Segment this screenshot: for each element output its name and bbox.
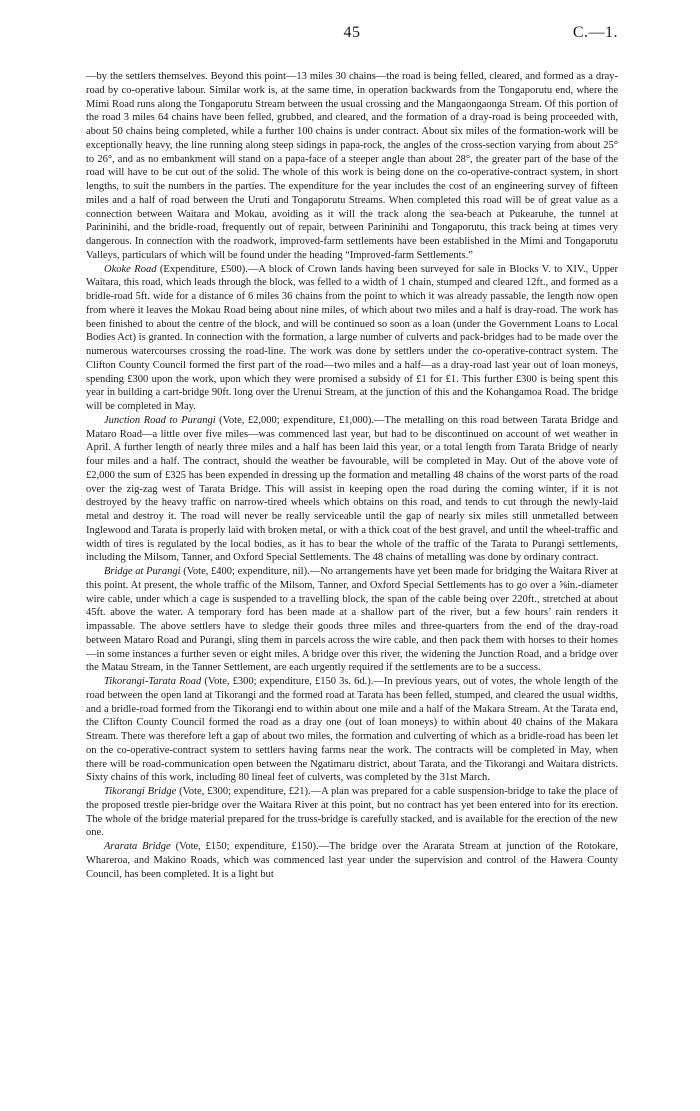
page-number: 45 [343,24,361,41]
paragraph-bridge-purangi [86,565,618,675]
paragraph-mimi-road [86,70,618,263]
paragraph-text: —by the settlers themselves. Beyond this point—13 miles 30 chains—the road is being felled, cleared, and formed as a dray-road by co-operative labour. Similar work is, at the same time, in operation backwards from the Tongaporutu end, where the Mimi Road runs along the Tongaporutu Stream between the usual crossing and the Mangaongaonga Stream. Of this portion of the road 3 miles 64 chains have been felled, grubbed, and cleared, and the formation of a dray-road is being proceeded with, about 50 chains being completed, while a further 100 chains is under contract. About six miles of the formation-work will be exceptionally heavy, the line running along steep sidings in papa-rock, the angles of the cross-section varying from about 25° to 26°, and as no embankment will stand on a papa-face of a steeper angle than about 28°, the greater part of the base of the road will have to be cut out of the solid. The whole of this work is being done on the co-operative-contract system, in short lengths, to suit the numbers in the parties. The expenditure for the year includes the cost of an engineering survey of fifteen miles and a half of road between the Uruti and Tongaporutu Streams. When completed this road will be of great value as a connection between Waitara and Mokau, avoiding as it will the track along the sea-beach at Pukearuhe, the tunnel at Parininihi, and the bridle-road, frequently out of repair, between Parininihi and Tongaporutu, this track being at times very dangerous. In connection with the roadwork, improved-farm settlements have been established in the Mimi and Tongaporutu Valleys, particulars of which will be found under the heading “Improved-farm Settlements.” [86,71,618,261]
page-header [86,22,618,52]
paragraph-text: (Vote, £400; expenditure, nil).—No arrangements have yet been made for bridging the Waitara River at this point. At present, the whole traffic of the Milsom, Tanner, and Oxford Special Settlements has to go over a ⅝in.-diameter wire cable, under which a cage is suspended to a travelling block, the span of the cable being over 220ft., stretched at about 45ft. above the water. A temporary ford has been made at a shallow part of the river, but a few hours’ rain renders it impassable. The above settlers have to sledge their goods three miles and three-quarters from the end of the dray-road between Mataro Road and Purangi, sling them in parcels across the wire cable, and then pack them with horses to their homes—in some instances a further seven or eight miles. A bridge over this river, the widening the Junction Road, and a bridge over the Matau Stream, in the Tanner Settlement, are each urgently required if the settlements are to be a success. [86,566,618,674]
paragraph-text: (Vote, £2,000; expenditure, £1,000).—The metalling on this road between Tarata Bridge and Mataro Road—a little over five miles—was commenced last year, but had to be discontinued on account of wet weather in April. A further length of nearly three miles and a half has been laid this year, or a total length from Tarata Bridge of nearly four miles and a half. The contract, should the weather be favourable, will be completed in May. Out of the above vote of £2,000 the sum of £325 has been expended in dressing up the formation and metalling 48 chains of the worst parts of the road over the zig-zag west of Tarata Bridge. This will assist in keeping open the road during the coming winter, if it is not destroyed by the heavy traffic on narrow-tired wheels which obtains on this road, and tends to cut through the newly-laid metal and destroy it. The road will never be really serviceable until the gap of nearly six miles still unmetalled between Inglewood and Tarata is properly laid with broken metal, or with a thick coat of the best gravel, and until the wheel-traffic and width of tires is regulated by the local bodies, as it has to bear the whole of the traffic of the Tarata to Purangi settlements, including the Milsom, Tanner, and Oxford Special Settlements. The 48 chains of metalling was done by ordinary contract. [86,414,618,564]
paragraph-title: Tikorangi Bridge [104,786,177,797]
paragraph-text: (Vote, £300; expenditure, £150 3s. 6d.).—In previous years, out of votes, the whole length of the road between the open land at Tikorangi and the formed road at Tarata has been felled, stumped, and cleared the usual widths, and a bridle-road formed from the Tikorangi end to within about one mile and a half of the Makara Stream. At the Tarata end, the Clifton County Council formed the road as a dray one (out of loan moneys) to within about 40 chains of the Makara Stream. There was therefore left a gap of about two miles, the formation and culverting of which as a bridle-road has been let on the co-operative-contract system to settlers having farms near the work. The contracts will be completed in May, when there will be road-communication open between the Ngatimaru district, about Tarata, and the Tikorangi and Waitara districts. Sixty chains of this work, including 80 lineal feet of culverts, was completed by the 31st March. [86,676,618,784]
paragraph-text: (Vote, £150; expenditure, £150).—The bridge over the Ararata Stream at junction of the Rotokare, Whareroa, and Makino Roads, which was commenced last year under the supervision and control of the Hawera County Council, has been completed. It is a light but [86,841,618,880]
paragraph-text: (Vote, £300; expenditure, £21).—A plan was prepared for a cable suspension-bridge to take the place of the proposed trestle pier-bridge over the Waitara River at this point, but no contract has yet been entered into for its erection. The whole of the bridge material prepared for the truss-bridge is carefully stacked, and is available for the erection of the new one. [86,786,618,839]
paragraph-tikorangi-bridge [86,785,618,840]
document-reference: C.—1. [572,24,618,41]
paragraph-title: Bridge at Purangi [104,566,181,577]
paragraph-tikorangi-tarata-road [86,675,618,785]
document-body [86,70,618,881]
paragraph-title: Ararata Bridge [104,841,171,852]
paragraph-ararata-bridge [86,840,618,881]
paragraph-title: Okoke Road [104,263,157,275]
paragraph-title: Tikorangi-Tarata Road [104,676,202,687]
paragraph-junction-road [86,414,618,565]
paragraph-text: (Expenditure, £500).—A block of Crown lands having been surveyed for sale in Blocks V. to XIV., Upper Waitara, this road, which leads through the block, was felled to a width of 1 chain, stumped and cleared 12ft., and formed as a bridle-road 5ft. wide for a distance of 6 miles 36 chains from the point to which it was already passable, the length now open from where it leaves the Mokau Road being about nine miles, of which about two miles and a half is dray-road. The work has been finished to about the centre of the block, and will be continued so soon as a loan (under the Government Loans to Local Bodies Act) is granted. In connection with the formation, a large number of culverts and pack-bridges had to be made over the numerous watercourses crossing the road-line. The work was done by settlers under the co-operative-contract system. The Clifton County Council formed the first part of the road—two miles and a half—as a dray-road last year out of loan moneys, spending £300 upon the work, upon which they were promised a subsidy of £1 for £1. This further £300 is being spent this year in building a cart-bridge 90ft. long over the Urenui Stream, at the junction of this and the Kohangamoa Road. The bridge will be completed in May. [86,263,619,412]
paragraph-title: Junction Road to Purangi [104,414,216,426]
paragraph-okoke-road [86,263,618,414]
